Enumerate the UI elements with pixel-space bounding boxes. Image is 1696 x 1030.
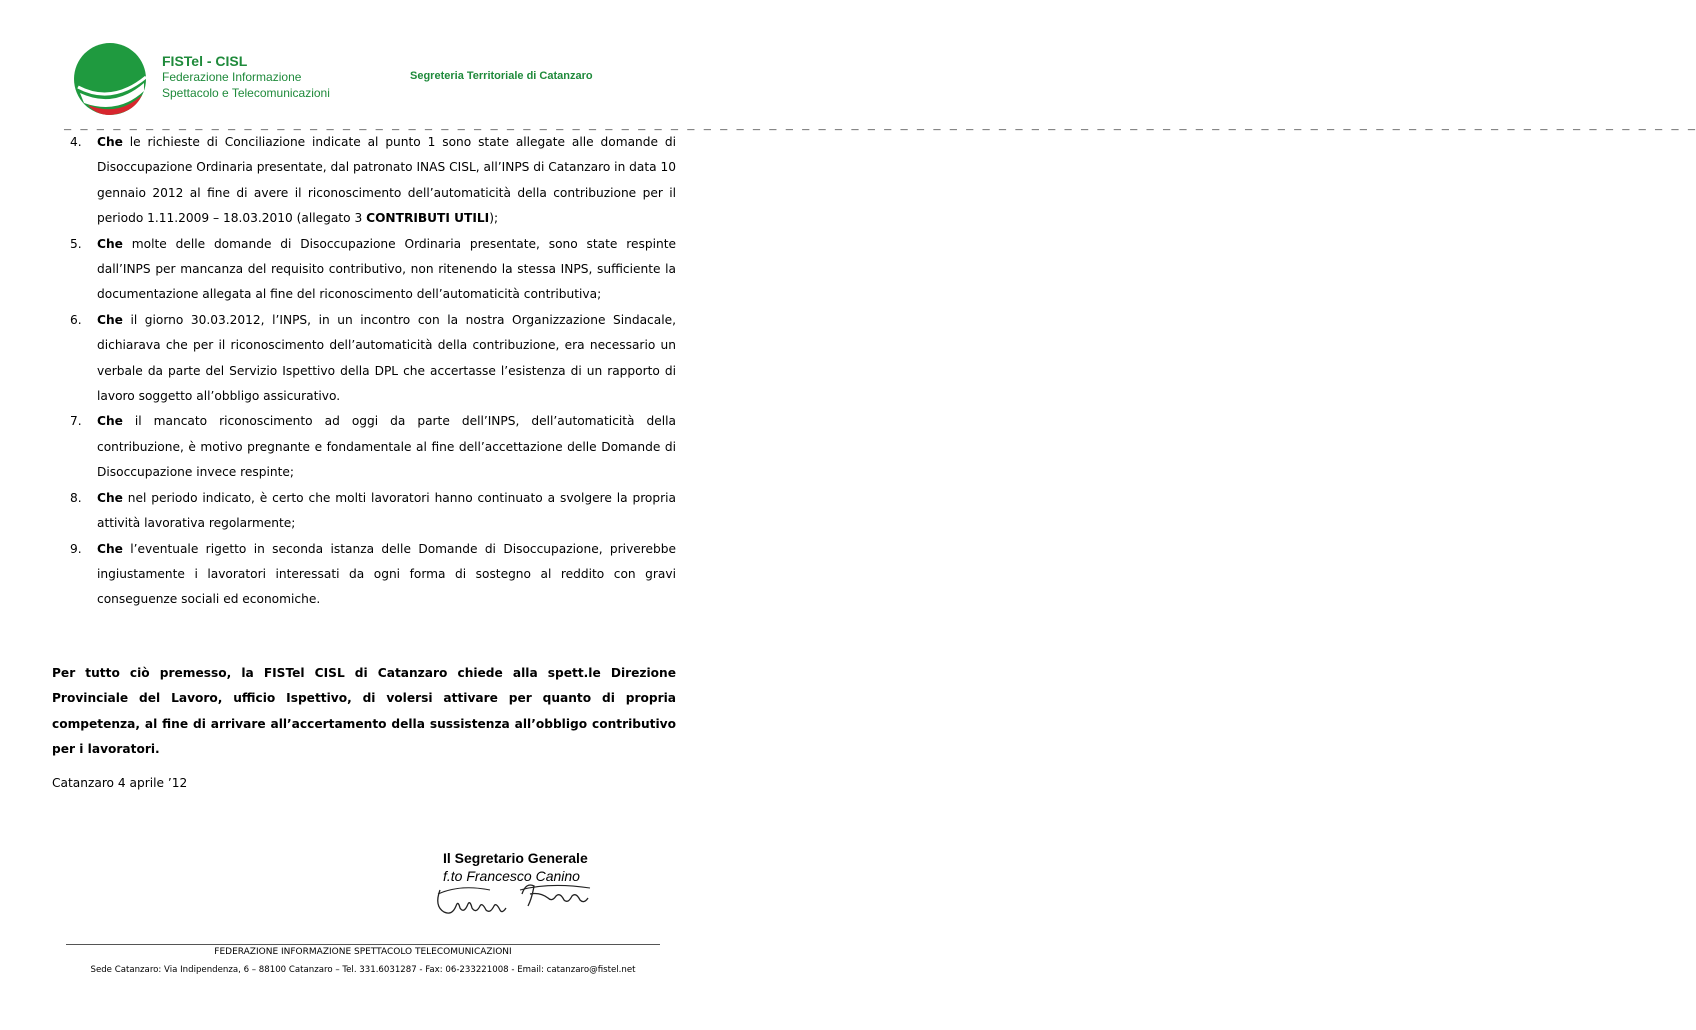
footer-divider — [66, 944, 660, 945]
org-block — [162, 53, 330, 101]
items-list — [52, 130, 676, 613]
list-item — [52, 308, 676, 410]
item-number: 9. — [70, 541, 82, 556]
secretariat-label: Segreteria Territoriale di Catanzaro — [410, 70, 593, 82]
item-end: ); — [489, 211, 499, 226]
item-text: l’eventuale rigetto in seconda istanza delle Domande di Disoccupazione, priverebbe ingiustamente i lavoratori interessati da ogni forma di sostegno al reddito con gravi conseguenze sociali ed economiche. — [97, 541, 676, 607]
item-text: le richieste di Conciliazione indicate al punto 1 sono state allegate alle domande di Disoccupazione Ordinaria presentate, dal patronato INAS CISL, all’INPS di Catanzaro in data 10 gennaio 2012 al fine di avere il riconoscimento dell’automaticità della contribuzione per il periodo 1.11.2009 – 18.03.2010 (allegato 3 — [97, 135, 676, 226]
item-number: 8. — [70, 490, 82, 505]
list-item — [52, 537, 676, 613]
signatory-title: Il Segretario Generale — [443, 850, 588, 866]
item-number: 4. — [70, 135, 82, 149]
header-divider: _ _ _ _ _ _ _ _ _ _ _ _ _ _ _ _ _ _ _ _ _ _ _ _ _ _ _ _ _ _ _ _ _ _ _ _ _ _ _ _ _ _ _ _ _ _ _ _ _ _ _ _ _ _ _ _ _ _ _ _ _ _ _ _ _ _ _ _ _ _ _ _ _ _ _ _ _ _ _ _ _ _ _ _ _ _ _ _ _ _ _ _ _ _ _ _ _ _ _ _ — [64, 119, 1696, 133]
item-lead: Che — [97, 135, 123, 149]
org-line-2: Spettacolo e Telecomunicazioni — [162, 86, 330, 100]
item-lead: Che — [97, 312, 123, 327]
date-line: Catanzaro 4 aprile ’12 — [52, 776, 188, 790]
item-lead: Che — [97, 236, 123, 251]
item-bold-tail: CONTRIBUTI UTILI — [366, 211, 490, 226]
list-item — [52, 486, 676, 537]
item-text: molte delle domande di Disoccupazione Ordinaria presentate, sono state respinte dall’INPS per mancanza del requisito contributivo, non ritenendo la stessa INPS, sufficiente la documentazione allegata al fine del riconoscimento dell’automaticità contributiva; — [97, 236, 676, 302]
conclusion-paragraph: Per tutto ciò premesso, la FISTel CISL di Catanzaro chiede alla spett.le Direzione Provinciale del Lavoro, ufficio Ispettivo, di volersi attivare per quanto di propria competenza, al fine di arrivare all’accertamento della sussistenza all’obbligo contributivo per i lavoratori. — [52, 666, 676, 757]
item-lead: Che — [97, 414, 123, 429]
list-item — [52, 232, 676, 308]
item-text: il mancato riconoscimento ad oggi da parte dell’INPS, dell’automaticità della contribuzione, è motivo pregnante e fondamentale al fine dell’accettazione delle Domande di Disoccupazione invece respinte; — [97, 414, 676, 480]
footer-address: Sede Catanzaro: Via Indipendenza, 6 – 88100 Catanzaro – Tel. 331.6031287 - Fax: 06-233221008 - Email: catanzaro@fistel.net — [90, 965, 636, 975]
list-item — [52, 409, 676, 485]
item-lead: Che — [97, 541, 123, 556]
footer-title: FEDERAZIONE INFORMAZIONE SPETTACOLO TELECOMUNICAZIONI — [214, 947, 512, 957]
item-number: 7. — [70, 414, 82, 429]
item-text: nel periodo indicato, è certo che molti lavoratori hanno continuato a svolgere la propria attività lavorativa regolarmente; — [97, 490, 676, 531]
item-text: il giorno 30.03.2012, l’INPS, in un incontro con la nostra Organizzazione Sindacale, dichiarava che per il riconoscimento dell’automaticità della contribuzione, era necessario un verbale da parte del Servizio Ispettivo della DPL che accertasse l’esistenza di un rapporto di lavoro soggetto all’obbligo assicurativo. — [97, 312, 676, 404]
item-number: 6. — [70, 312, 82, 327]
item-lead: Che — [97, 490, 123, 505]
signatory-name: f.to Francesco Canino — [443, 868, 580, 884]
org-name: FISTel - CISL — [162, 53, 248, 69]
list-item — [52, 130, 676, 232]
fistel-cisl-logo — [74, 43, 146, 115]
item-number: 5. — [70, 236, 82, 251]
org-line-1: Federazione Informazione — [162, 70, 302, 84]
